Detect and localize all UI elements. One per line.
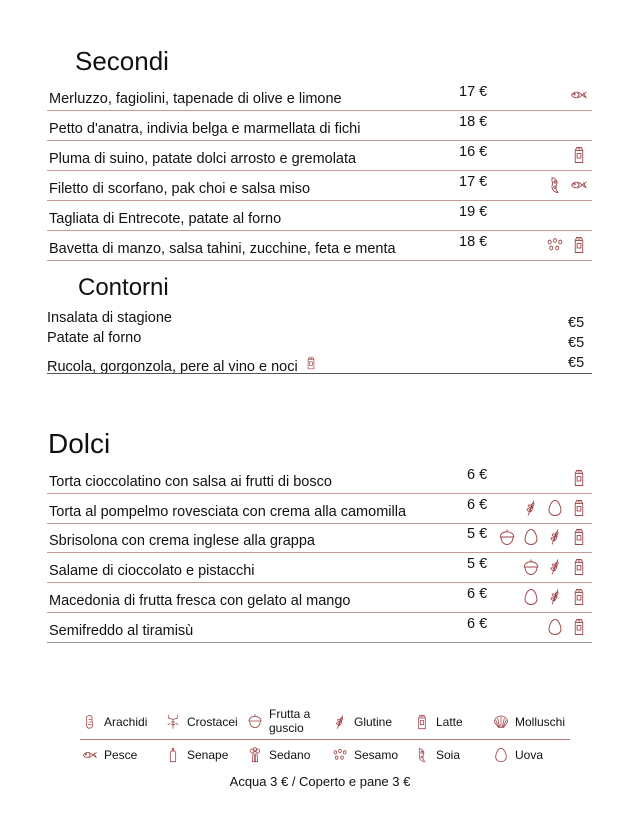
gluten-icon <box>546 558 564 576</box>
legend-item <box>332 714 392 730</box>
legend-label: Molluschi <box>515 715 566 729</box>
menu-item-price: 18 € <box>459 114 488 130</box>
menu-item-name: Petto d'anatra, indivia belga e marmellata di fichi <box>49 121 361 137</box>
menu-item-name: Macedonia di frutta fresca con gelato al mango <box>49 592 351 609</box>
celery-icon <box>247 747 263 763</box>
menu-item-price: 6 € <box>467 615 488 632</box>
fish-icon <box>570 86 588 104</box>
menu-item-price: 5 € <box>467 526 488 543</box>
nut-icon <box>498 528 516 546</box>
side-item-price: €5 <box>568 355 585 371</box>
menu-item-name: Sbrisolona con crema inglese alla grappa <box>49 533 315 550</box>
menu-item <box>47 230 592 261</box>
nut-icon <box>522 558 540 576</box>
section-title-dolci: Dolci <box>48 428 111 459</box>
menu-item-name: Pluma di suino, patate dolci arrosto e gremolata <box>49 151 357 167</box>
legend-item <box>414 714 463 730</box>
menu-item-price: 18 € <box>459 234 488 250</box>
legend-item <box>165 714 238 730</box>
legend-item <box>414 747 460 763</box>
gluten-icon <box>332 714 348 730</box>
legend-label: Sedano <box>269 748 311 762</box>
menu-item <box>47 140 592 171</box>
legend-label: Soia <box>436 748 461 762</box>
gluten-icon <box>546 528 564 546</box>
milk-icon <box>570 588 588 606</box>
menu-item <box>47 493 592 524</box>
menu-item-name: Semifreddo al tiramisù <box>49 622 194 639</box>
menu-item <box>47 200 592 231</box>
menu-item-price: 17 € <box>459 174 488 190</box>
menu-item-name: Torta cioccolatino con salsa ai frutti di bosco <box>49 473 332 490</box>
menu-item-price: 6 € <box>467 585 488 602</box>
milk-icon <box>304 355 318 371</box>
side-item-price: €5 <box>568 335 585 351</box>
legend-item <box>332 747 398 763</box>
legend-label: Frutta a guscio <box>269 707 311 735</box>
legend-item <box>493 747 543 763</box>
egg-icon <box>546 618 564 636</box>
side-item-name: Insalata di stagione <box>47 310 172 326</box>
side-item <box>47 310 172 326</box>
menu-item-name: Torta al pompelmo rovesciata con crema alla camomilla <box>49 503 407 520</box>
menu-item <box>47 582 592 613</box>
menu-item <box>47 552 592 583</box>
fish-icon <box>82 747 98 763</box>
legend-label: Glutine <box>354 715 393 729</box>
menu-item-name: Tagliata di Entrecote, patate al forno <box>49 211 282 227</box>
side-item-price: €5 <box>568 315 585 331</box>
allergen-icons <box>522 588 588 606</box>
section-title-secondi: Secondi <box>75 46 169 76</box>
menu-item-price: 6 € <box>467 466 488 483</box>
side-item <box>47 355 318 375</box>
menu-item <box>47 612 592 643</box>
sesame-icon <box>546 236 564 254</box>
mollusc-icon <box>493 714 509 730</box>
egg-icon <box>493 747 509 763</box>
milk-icon <box>570 618 588 636</box>
legend-label: Uova <box>515 748 544 762</box>
allergen-icons <box>570 86 588 104</box>
allergen-icons <box>570 146 588 164</box>
legend-item <box>82 714 147 730</box>
legend-item <box>493 714 565 730</box>
milk-icon <box>570 236 588 254</box>
allergen-icons <box>546 176 588 194</box>
side-item-name: Rucola, gorgonzola, pere al vino e noci <box>47 359 298 375</box>
egg-icon <box>522 588 540 606</box>
allergen-icons <box>522 499 588 517</box>
legend-divider <box>80 739 570 740</box>
soy-icon <box>414 747 430 763</box>
contorni-divider <box>47 373 592 374</box>
milk-icon <box>570 499 588 517</box>
fish-icon <box>570 176 588 194</box>
legend-label: Sesamo <box>354 748 399 762</box>
legend-item <box>165 747 228 763</box>
gluten-icon <box>522 499 540 517</box>
soy-icon <box>546 176 564 194</box>
menu-item-price: 5 € <box>467 556 488 573</box>
allergen-icons <box>546 236 588 254</box>
nut-icon <box>247 713 263 729</box>
legend-item <box>247 747 310 763</box>
menu-item-price: 19 € <box>459 204 488 220</box>
menu-item <box>47 463 592 494</box>
menu-item-price: 16 € <box>459 144 488 160</box>
legend-item <box>247 707 319 735</box>
crustacean-icon <box>165 714 181 730</box>
allergen-icons <box>498 528 588 546</box>
legend-label: Pesce <box>104 748 138 762</box>
footer-note: Acqua 3 € / Coperto e pane 3 € <box>229 774 411 789</box>
menu-item-price: 17 € <box>459 84 488 100</box>
menu-item-name: Salame di cioccolato e pistacchi <box>49 563 255 580</box>
milk-icon <box>570 528 588 546</box>
sesame-icon <box>332 747 348 763</box>
milk-icon <box>414 714 430 730</box>
menu-item <box>47 80 592 111</box>
milk-icon <box>570 558 588 576</box>
legend-label: Senape <box>187 748 229 762</box>
legend-label: Latte <box>436 715 463 729</box>
egg-icon <box>546 499 564 517</box>
mustard-icon <box>165 747 181 763</box>
legend-label: Crostacei <box>187 715 238 729</box>
side-item-name: Patate al forno <box>47 330 142 346</box>
allergen-icons <box>546 618 588 636</box>
menu-item <box>47 170 592 201</box>
menu-item-price: 6 € <box>467 496 488 513</box>
allergen-icons <box>570 469 588 487</box>
menu-item-name: Merluzzo, fagiolini, tapenade di olive e limone <box>49 91 342 107</box>
egg-icon <box>522 528 540 546</box>
milk-icon <box>570 469 588 487</box>
menu-item <box>47 523 592 554</box>
gluten-icon <box>546 588 564 606</box>
menu-item <box>47 110 592 141</box>
legend-item <box>82 747 137 763</box>
allergen-icons <box>522 558 588 576</box>
peanut-icon <box>82 714 98 730</box>
legend-label: Arachidi <box>104 715 148 729</box>
milk-icon <box>570 146 588 164</box>
menu-item-name: Filetto di scorfano, pak choi e salsa miso <box>49 181 311 197</box>
section-title-contorni: Contorni <box>78 274 169 301</box>
menu-item-name: Bavetta di manzo, salsa tahini, zucchine, feta e menta <box>49 241 396 257</box>
side-item <box>47 330 141 346</box>
